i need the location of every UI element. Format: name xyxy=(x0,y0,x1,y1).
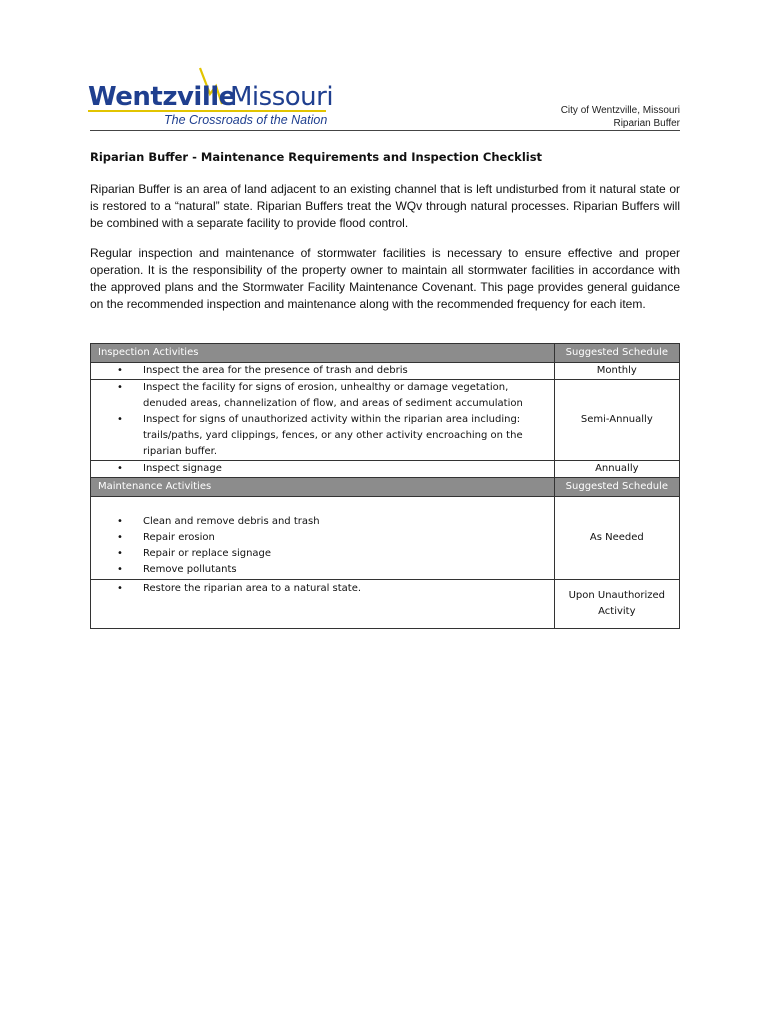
logo-word-missouri: Missouri xyxy=(230,82,334,112)
inspection-schedule-heading: Suggested Schedule xyxy=(554,344,679,363)
list-item: • Repair erosion xyxy=(91,530,554,546)
table-row xyxy=(91,461,680,478)
maintenance-schedule-heading: Suggested Schedule xyxy=(554,478,679,497)
schedule-cell: Annually xyxy=(554,461,679,478)
list-item: • Remove pollutants xyxy=(91,562,554,578)
bullet-icon: • xyxy=(117,365,123,376)
checklist-table xyxy=(90,343,680,629)
list-item: • Restore the riparian area to a natural state. xyxy=(91,581,554,597)
bullet-icon: • xyxy=(117,414,123,425)
bullet-icon: • xyxy=(117,548,123,559)
inspection-header-row xyxy=(91,344,680,363)
header-divider xyxy=(90,130,680,131)
table-row xyxy=(91,497,680,580)
schedule-cell: As Needed xyxy=(554,497,679,580)
header-info xyxy=(561,104,680,130)
bullet-icon: • xyxy=(117,382,123,393)
bullet-icon: • xyxy=(117,583,123,594)
bullet-icon: • xyxy=(117,564,123,575)
table-row xyxy=(91,363,680,380)
table-row xyxy=(91,580,680,629)
logo-word-wentzville: Wentzville xyxy=(88,82,236,112)
guidance-paragraph: Regular inspection and maintenance of stormwater facilities is necessary to ensure effective and proper operation. It is the responsibility of the property owner to maintain all stormwater facilities in accordance with the approved plans and the Stormwater Facility Maintenance Covenant. This page provides general guidance on the recommended inspection and maintenance along with the recommended frequency for each item. xyxy=(90,246,680,311)
logo-tagline: The Crossroads of the Nation xyxy=(164,113,328,127)
bullet-icon: • xyxy=(117,463,123,474)
bullet-icon: • xyxy=(117,516,123,527)
bullet-icon: • xyxy=(117,532,123,543)
schedule-cell: Semi-Annually xyxy=(554,380,679,461)
inspection-heading: Inspection Activities xyxy=(91,344,555,363)
list-item: • Inspect the area for the presence of trash and debris xyxy=(91,363,554,379)
list-item: • Repair or replace signage xyxy=(91,546,554,562)
list-item: • Inspect signage xyxy=(91,461,554,477)
city-logo xyxy=(88,64,338,132)
list-item: • Inspect for signs of unauthorized activity within the riparian area including: trails/paths, yard clippings, fences, or any other activity encroaching on the riparian buffer. xyxy=(117,414,523,457)
schedule-cell: Upon Unauthorized Activity xyxy=(554,580,679,629)
maintenance-heading: Maintenance Activities xyxy=(91,478,555,497)
list-item: • Clean and remove debris and trash xyxy=(91,514,554,530)
document-title: Riparian Buffer - Maintenance Requirements and Inspection Checklist xyxy=(90,150,543,164)
header-city: City of Wentzville, Missouri xyxy=(560,105,680,116)
table-row xyxy=(91,380,680,461)
schedule-cell: Monthly xyxy=(554,363,679,380)
header-topic: Riparian Buffer xyxy=(613,118,680,129)
list-item: • Inspect the facility for signs of erosion, unhealthy or damage vegetation, denuded areas, channelization of flow, and areas of sediment accumulation xyxy=(117,382,523,409)
intro-paragraph: Riparian Buffer is an area of land adjacent to an existing channel that is left undisturbed from it natural state or is restored to a “natural” state. Riparian Buffers treat the WQv through natural processes. Riparian Buffers will be combined with a separate facility to provide flood control. xyxy=(90,182,680,230)
maintenance-header-row xyxy=(91,478,680,497)
